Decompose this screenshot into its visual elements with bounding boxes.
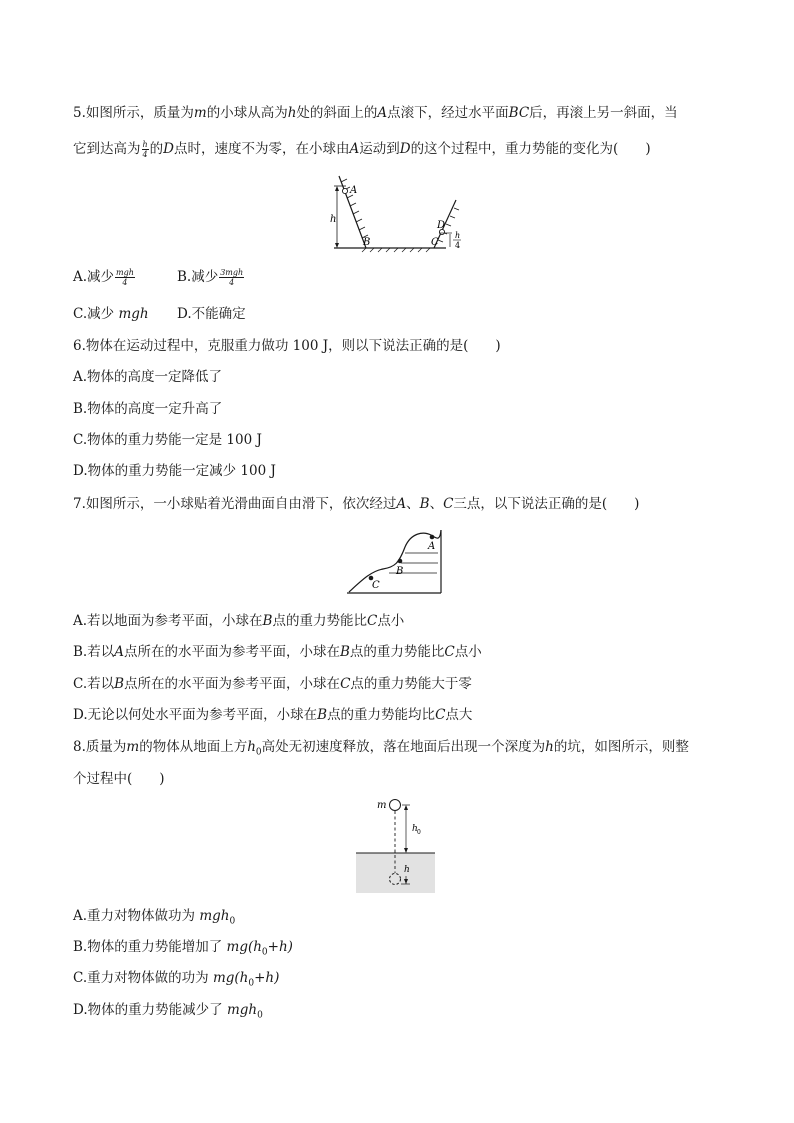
q8-stem-line2: 个过程中( ) <box>73 771 165 787</box>
q6-option-D: D.物体的重力势能一定减少 100 J <box>73 463 276 479</box>
q5-option-A: A.减少 $\frac{\text{mgh}}{4}$ <box>73 268 134 287</box>
var-m: m <box>193 105 207 121</box>
label-h0: h <box>412 824 418 834</box>
q8-option-D: D.物体的重力势能减少了 mgh$_0$ <box>73 1002 263 1021</box>
label-h: h <box>404 865 410 875</box>
q7-option-C: C.若以B点所在的水平面为参考平面，小球在C点的重力势能大于零 <box>73 676 472 692</box>
q5-option-C: C.减少 mgh <box>73 306 149 322</box>
q7-figure <box>345 525 445 597</box>
label-C: C <box>372 580 380 591</box>
q7-stem: 7.如图所示，一小球贴着光滑曲面自由滑下，依次经过A、B、C三点，以下说法正确的是( ) <box>73 496 640 512</box>
label-h-over-4-den: 4 <box>455 241 461 250</box>
q5-figure <box>322 170 472 254</box>
q8-figure <box>355 795 437 895</box>
q5-stem-line1: 5.如图所示，质量为m的小球从高为h处的斜面上的A点滚下，经过水平面BC后，再滚上另一斜面，当 <box>73 105 678 121</box>
ball-at-B <box>398 559 403 564</box>
q6-option-A: A.物体的高度一定降低了 <box>73 369 223 385</box>
ball-at-A <box>430 535 435 540</box>
label-h: h <box>330 214 337 225</box>
label-m: m <box>377 800 387 811</box>
label-C: C <box>431 237 439 248</box>
label-A: A <box>350 185 358 196</box>
var-BC: BC <box>508 105 530 121</box>
var-h: h <box>287 105 297 121</box>
q7-option-A: A.若以地面为参考平面，小球在B点的重力势能比C点小 <box>73 613 405 629</box>
label-B: B <box>396 566 404 577</box>
ball-at-A <box>342 188 347 193</box>
q8-option-C: C.重力对物体做的功为 $mg(h_0+h)$ <box>73 970 280 989</box>
q8-option-A: A.重力对物体做功为 mgh$_0$ <box>73 908 236 927</box>
q7-option-D: D.无论以何处水平面为参考平面，小球在B点的重力势能均比C点大 <box>73 707 473 723</box>
q7-option-B: B.若以A点所在的水平面为参考平面，小球在B点的重力势能比C点小 <box>73 644 482 660</box>
fraction-h-over-4: $\frac{h}{4}$ <box>142 140 148 159</box>
q6-option-C: C.物体的重力势能一定是 100 J <box>73 432 262 448</box>
q5-option-D: D.不能确定 <box>177 306 246 322</box>
label-A: A <box>428 541 436 552</box>
q8-option-B: B.物体的重力势能增加了 $mg(h_0+h)$ <box>73 939 293 958</box>
q8-stem-line1: 8.质量为m的物体从地面上方$h_0$高处无初速度释放，落在地面后出现一个深度为h的坑，如图所示，则整 <box>73 739 689 758</box>
q5-stem-line2: 它到达高为 $\frac{h}{4}$ 的D点时，速度不为零，在小球由A运动到D的这个过程中，重力势能的变化为( ) <box>73 140 651 159</box>
label-h0-subscript: 0 <box>417 829 421 836</box>
label-h-over-4-num: h <box>455 231 461 240</box>
q5-option-B: B.减少 $\frac{\text{3mgh}}{4}$ <box>177 268 244 287</box>
q6-stem: 6.物体在运动过程中，克服重力做功 100 J，则以下说法正确的是( ) <box>73 338 501 354</box>
label-D: D <box>437 220 446 231</box>
ground-region <box>356 853 435 893</box>
label-B: B <box>363 237 371 248</box>
var-A: A <box>377 105 388 121</box>
object-ball <box>390 800 401 811</box>
q6-option-B: B.物体的高度一定升高了 <box>73 401 223 417</box>
